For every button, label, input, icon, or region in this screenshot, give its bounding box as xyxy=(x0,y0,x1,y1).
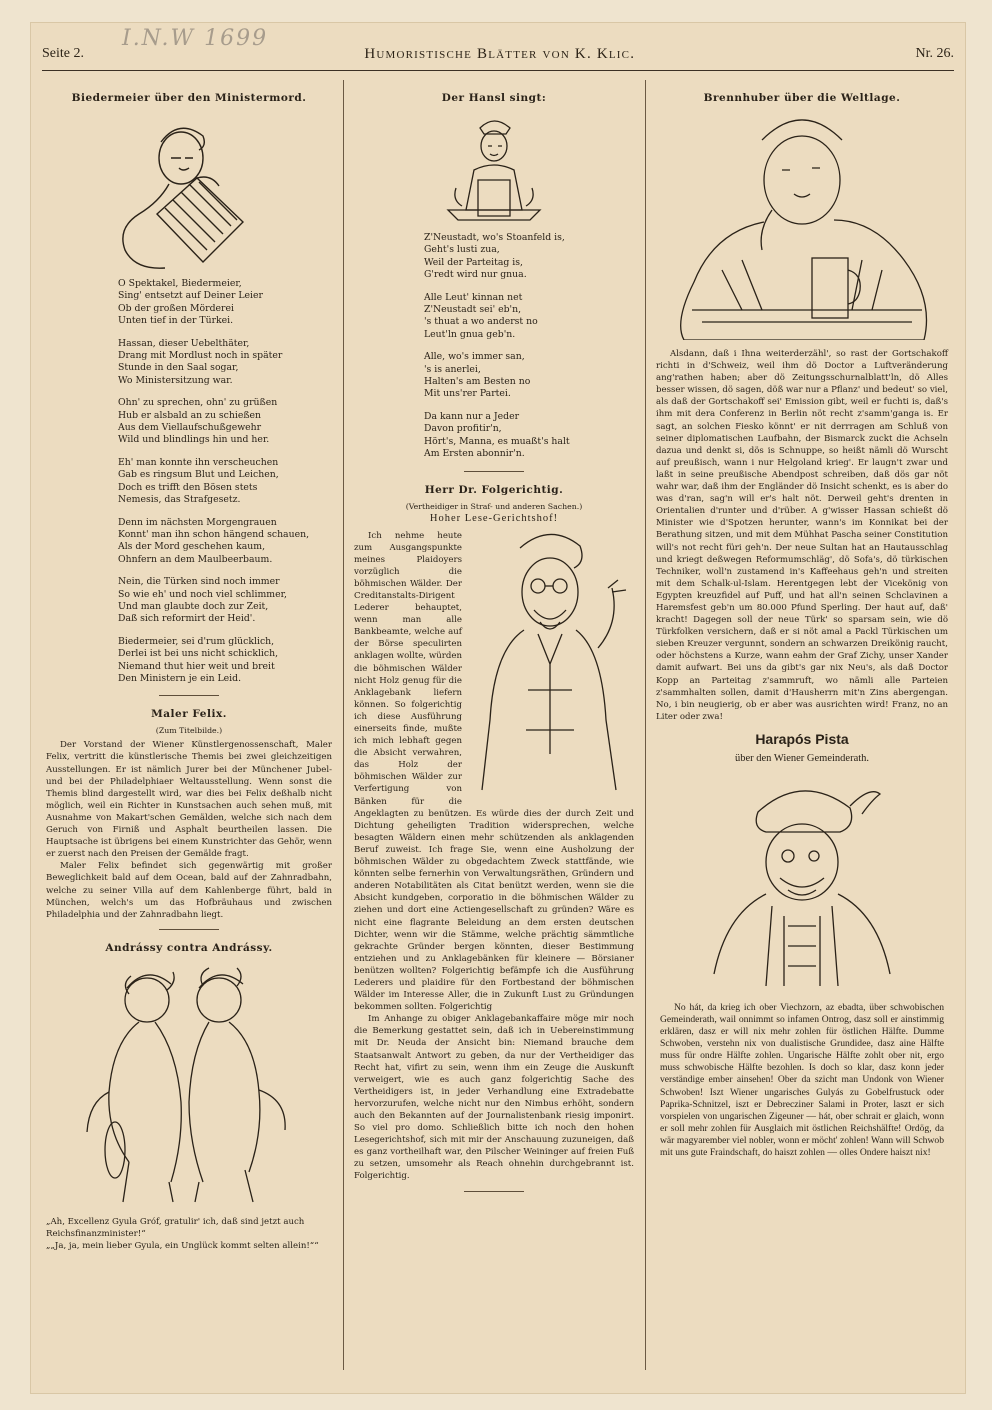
andrassy-caricature-illustration xyxy=(69,960,309,1210)
section-divider xyxy=(159,695,219,696)
harapos-text: No hát, da krieg ich ober Viechzorn, az ebadta, über schwobischen Gemeinderath, wail onnimmt so infamen Ontrog, dasz soll er ainstimmig erklären, dasz er will nix mehr zohlen für östlichen Hälfte. Dumme Schwoben, verstehn nix von dualistische Grundidee, dasz aine Hälfte muss für ondre Hälfte zohlen. Ungarische Hälfte zohlt ober nit, ergo muss schwobische Hälfte bezohlen. Is doch so klar, dasz konn jeder verständige ember ainsehen! Ober da szicht man Undonk von Wiener Schwoben! Iszt Wiener ungarisches Gulyás zu Gobelfrustuck oder Paprika-Schnitzel, iszt er Debrecziner Salami in Proter, laszt er sich vorspielen von ungarischen Zigeuner — hát, ober schrait er glaich, wonn er soll mehr zohlen für Ausglaich mit östlichen Reichshälfte! Ordög, da wär magyarember viel nobler, wonn er möcht' zohlen! Wann will Schwob mit uns gute Fraindschaft, do haiszt zohlen — olles Ondere haiszt nix! xyxy=(660,1001,944,1159)
column-rule xyxy=(645,80,646,1370)
column-right xyxy=(650,80,954,1376)
page-header xyxy=(42,46,954,71)
issue-number: Nr. 26. xyxy=(915,46,954,61)
maler-felix-title: Maler Felix. xyxy=(151,708,227,721)
folgerichtig-lawyer-illustration xyxy=(468,530,634,800)
poem-stanza: Ohn' zu sprechen, ohn' zu grüßen Hub er alsbald an zu schießen Aus dem Viellaufschußgewehr Wild und blindlings hin und her. xyxy=(118,397,278,446)
biedermeier-poem xyxy=(40,278,338,685)
folgerichtig-title: Herr Dr. Folgerichtig. xyxy=(424,483,564,496)
maler-felix-paragraph: Der Vorstand der Wiener Künstlergenossenschaft, Maler Felix, vertritt die künstlerische Themis bei zwei gleichzeitigen Ausstellungen. Er ist nämlich Jurer bei der Münchener Jubel- und bei der Philadelphiaer Weltausstellung. Wenn sonst die Themis blind dargestellt wird, war dies bei Felix deßhalb nicht möglich, weil ein Richter in Kunstsachen auch sehen muß, mit Ausnahme von Makart'schen Gemälden, welche sich nach dem Geruch von Firniß und Asphalt beurtheilen lassen. Die Hauptsache ist übrigens bei einem Kunstrichter das Gehör, wenn er zuerst nach den Preisen der Gemälde fragt. xyxy=(46,740,332,860)
harapos-hungarian-illustration xyxy=(702,766,902,996)
brennhuber-drinker-illustration xyxy=(662,110,942,340)
column-left xyxy=(40,80,338,1376)
folgerichtig-body xyxy=(354,530,634,1183)
poem-stanza: Denn im nächsten Morgengrauen Konnt' man ihn schon hängend schauen, Als der Mord geschehen kaum, Ohnfern an dem Maulbeerbaum. xyxy=(118,516,310,565)
poem-stanza: Nein, die Türken sind noch immer So wie eh' und noch viel schlimmer, Und man glaubte doch zur Zeit, Daß sich reformirt der Heid'. xyxy=(118,576,288,625)
brennhuber-text: Alsdann, daß i Ihna weiterderzähl', so rast der Gortschakoff richti in d'Schweiz, weil ihm dö Doctor a Luftveränderung ang'rathen haben; aber dö Zeitungsschurnalblatt'ln, dö Alles besser wissen, dö sagen, döß war nur a Pflanz' und bedeut' so viel, als daß der Gortschakoff sei' Emission gibt, weil er fuchti is, daß's ihm mit dera Conferenz in Berlin nöt recht z'samm'ganga is. Er sagt, an solchen Fiesko könnt' er nit derrragen am Schluß von seiner diplomatischen Laufbahn, der Bismarck zuckt die Achseln dazua und denkt si, dös is Schnuppe, so heißt nämli dö Wurscht auf preußisch, wann i nur Helgoland krieg'. Er laugn't zwar und laßt in seine preußische Abendpost schreiben, daß dös gar nöt wahr war, daß ihm der Engländer dö Insicht schenkt, es is aber do was d'ran, sag'n will er's halt nöt. Derweil geht's drenten in Orientalien d'runter und d'rüber. A g'wisser Hassan schießt dö Minister wie d'Spotzen herunter, wann's im Konnikat bei der Berathung sitzen, und mit dem Mühhat Pascha seiner Constitution will's not recht füri geh'n. Der neue Sultan hat an Hautausschlag und kriegt deßwegen Reformumschläg', dö Sofa's, dö türkischen Techniker, woll'n zustamend in's Kaffeehaus geh'n und streiten mit dem Schalk-ul-Islam. Herentgegen lebt der Vicekönig von Egypten kreuzfidel auf Puff, und hat all'n seinen Schclavinen a Haremsfest geb'n um 80.000 Pfund Sperling. Der haut auf, daß' kracht! Dagegen soll der neue Türk' so sparsam sein, wie dö Türkfolken versichern, daß er si nöt amal a Packl Türkischen um sieben Kreuzer vergunnt, sondern an schwarzen Dreikönig raucht, oder höchstens a Kurze, wann eahm der Graf Zichy, unser Xander damit aufwart. Bei uns da gibt's gar nix Neu's, als daß Doctor Kopp an Parteitag z'sammruft, wo nämli alle Parteien z'sammhalten sollen, damit d'Hausherrn mit'n Zins abergengan. No, i bin neugierig, ob er aber was ausrichten wird! Franz, no an Liter oder zwa! xyxy=(656,349,948,722)
poem-stanza: Z'Neustadt, wo's Stoanfeld is, Geht's lusti zua, Weil der Parteitag is, G'redt wird nur gnua. xyxy=(424,232,565,281)
folgerichtig-subtitle: (Vertheidiger in Straf- und anderen Sachen.) xyxy=(405,501,583,511)
biedermeier-accordion-illustration xyxy=(109,110,269,278)
brennhuber-title: Brennhuber über die Weltlage. xyxy=(703,92,901,104)
folgerichtig-salutation: Hoher Lese-Gerichtshof! xyxy=(429,512,559,524)
pencil-inventory-note: I.N.W 1699 xyxy=(122,26,269,51)
maler-felix-paragraph: Maler Felix befindet sich gegenwärtig mit großer Beweglichkeit bald auf dem Ocean, bald auf der Zahnradbahn, welche zu seiner Villa auf dem Kahlenberge führt, bald in München, welch's um das Hofbräuhaus und zwischen Philadelphia und der Zahnradbahn liegt. xyxy=(46,861,332,920)
hansl-waiter-illustration xyxy=(434,110,554,232)
section-divider xyxy=(464,471,524,472)
page-number: Seite 2. xyxy=(42,46,84,61)
section-divider xyxy=(159,929,219,930)
maler-felix-subtitle: (Zum Titelbilde.) xyxy=(155,726,223,736)
biedermeier-title: Biedermeier über den Ministermord. xyxy=(71,92,307,104)
harapos-subtitle: über den Wiener Gemeinderath. xyxy=(734,752,870,764)
section-divider xyxy=(464,1191,524,1192)
folgerichtig-paragraph: Ich nehme heute zum Ausgangspunkte meines Plaidoyers vorzüglich die böhmischen Wälder. Der Creditanstalts-Dirigent Lederer behauptet, wenn man alle Bankbeamte, welche auf der Börse speculirten anklagen wollte, würden die böhmischen Wälder nicht Holz genug für die Anklagebank liefern können. So folgerichtig ich diese Ausführung einerseits finde, mußte ich mich lebhaft gegen die Absicht verwahren, das Holz der böhmischen Wälder zur Verfertigung von Bänken für die Angeklagten zu benützen. Es würde dies der durch Zeit und Dichtung geheiligten Tradition widersprechen, welche besagten Wäldern einen mehr schützenden als anklagenden Beruf zuweist. Ich frage Sie, wenn eine Ausholzung der böhmischen Wälder zu obgedachtem Zweck stattfände, wie könnten selbe fernerhin von Verwaltungsräthen, Gründern und anderen Notabilitäten als Citat benützt werden, wenn sie die Absicht kundgeben, corporatio in die böhmischen Wälder zu ziehen und dort eine Actiengesellschaft zu gründen? Wäre es nicht eine flagrante Beleidung an dem ersten deutschen Dichter, wenn wir die Stämme, welche prächtig sämmtliche gekrachte Gründer bergen könnten, dieser Bestimmung entziehen und zu Anklagebänken für kleinere — Börsianer benützen wollten? Folgerichtig befämpfe ich die Ausführung Lederers und plaidire für den Fortbestand der böhmischen Wälder im Interesse Aller, die in Zukunft Lust zu Gründungen bekommen sollten. Folgerichtig xyxy=(354,530,634,1013)
poem-stanza: Hassan, dieser Uebelthäter, Drang mit Mordlust noch in später Stunde in den Saal sogar, Wo Ministersitzung war. xyxy=(118,337,283,386)
poem-stanza: Alle Leut' kinnan net Z'Neustadt sei' eb'n, 's thuat a wo anderst no Leut'ln gnua geb'n. xyxy=(424,291,538,340)
hansl-title: Der Hansl singt: xyxy=(441,92,547,104)
poem-stanza: O Spektakel, Biedermeier, Sing' entsetzt auf Deiner Leier Ob der großen Mörderei Unten tief in der Türkei. xyxy=(118,278,263,327)
poem-stanza: Eh' man konnte ihn verscheuchen Gab es ringsum Blut und Leichen, Doch es trifft den Bösen stets Nemesis, das Strafgesetz. xyxy=(118,456,279,506)
hansl-poem xyxy=(348,232,640,461)
andrassy-title: Andrássy contra Andrássy. xyxy=(105,941,273,954)
poem-stanza: Biedermeier, sei d'rum glücklich, Derlei ist bei uns nicht schicklich, Niemand thut hier weit und breit Den Ministern je ein Leid. xyxy=(118,635,279,684)
harapos-title: Harapós Pista xyxy=(755,730,849,747)
poem-stanza: Alle, wo's immer san, 's is anerlei, Halten's am Besten no Mit uns'rer Partei. xyxy=(424,351,531,400)
masthead-title: Humoristische Blätter von K. Klic. xyxy=(364,46,636,62)
andrassy-caption: „Ah, Excellenz Gyula Gróf, gratulir' ich, daß sind jetzt auch Reichsfinanzminister!“ „„Ja, ja, mein lieber Gyula, ein Unglück kommt selten allein!““ xyxy=(46,1216,319,1251)
column-rule xyxy=(343,80,344,1370)
newspaper-page xyxy=(30,22,966,1394)
folgerichtig-paragraph: Im Anhange zu obiger Anklagebankaffaire möge mir noch die Bemerkung gestattet sein, daß ich in Uebereinstimmung mit Dr. Neuda der Ansicht bin: Niemand brauche dem Staatsanwalt Antwort zu geben, da nur der Vertheidiger das Recht hat, vifirt zu sein, wenn ihm ein Zeuge die Auskunft verweigert, wie es auch ganz folgerichtig Sache des Vertheidigers ist, in jeder Verhandlung eine Extradebatte hervorzurufen, welche nicht nur den Nimbus erhöht, sondern auch den Bekannten auf der Journalistenbank riesig imponirt. So viel pro domo. Schließlich bitte ich noch den hohen Lesegerichtshof, sich mit mir der Anschauung zuzuneigen, daß es ganz vortheilhaft war, den Pilscher Weininger auf freien Fuß zu setzen, umsomehr als Reach ohnehin durchgebrannt ist. Folgerichtig. xyxy=(354,1014,634,1182)
poem-stanza: Da kann nur a Jeder Davon profitir'n, Hört's, Manna, es muaßt's halt Am Ersten abonnir'n. xyxy=(424,410,570,460)
column-middle xyxy=(348,80,640,1376)
